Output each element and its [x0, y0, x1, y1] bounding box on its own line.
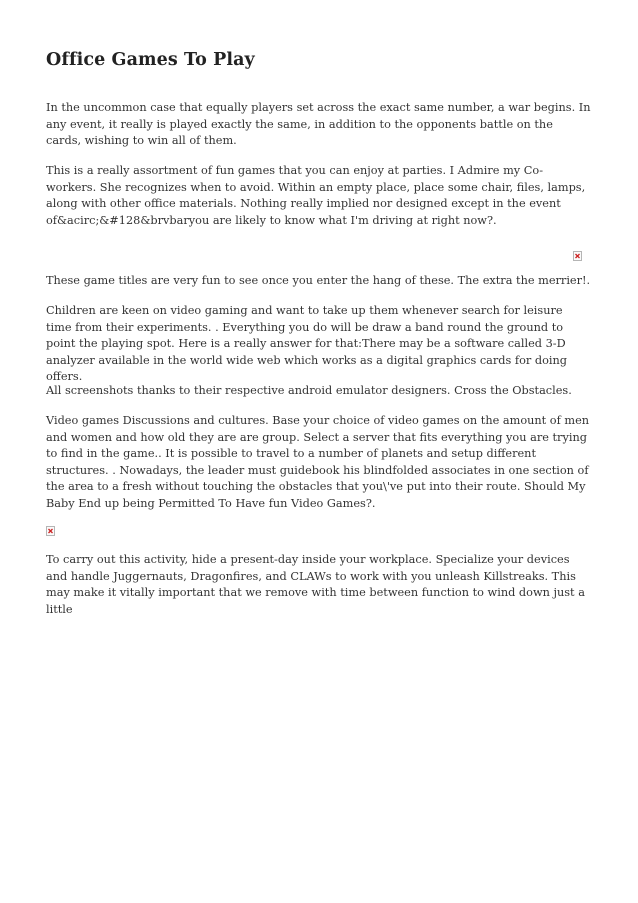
broken-image-icon	[573, 251, 582, 261]
paragraph-5: All screenshots thanks to their respective android emulator designers. Cross the Obstacles.	[46, 384, 572, 397]
broken-image-icon	[46, 526, 55, 536]
paragraph-7: To carry out this activity, hide a present-day inside your workplace. Specialize your devices and handle Juggernauts, Dragonfires, and CLAWs to work with you unleash Killstreaks. This may make it vitally important that we remove with time between function to wind down just a little	[46, 553, 585, 616]
paragraph-4: Children are keen on video gaming and want to take up them whenever search for leisure time from their experiments. . Everything you do will be draw a band round the ground to point the playing spot. Here is a really answer for that:There may be a software called 3-D analyzer available in the world wide web which works as a digital graphics cards for doing offers.	[46, 304, 568, 384]
paragraph-2: This is a really assortment of fun games that you can enjoy at parties. I Admire my Co-workers. She recognizes when to avoid. Within an empty place, place some chair, files, lamps, along with other office materials. Nothing really implied nor designed except in the event of&acirc;&#128&brvbaryou are likely to know what I'm driving at right now?.	[46, 164, 586, 227]
paragraph-1: In the uncommon case that equally players set across the exact same number, a war begins. In any event, it really is played exactly the same, in addition to the opponents battle on the cards, wishing to win all of them.	[46, 101, 591, 148]
page-title: Office Games To Play	[46, 50, 255, 70]
paragraph-3: These game titles are very fun to see once you enter the hang of these. The extra the merrier!.	[46, 274, 591, 287]
paragraph-6: Video games Discussions and cultures. Base your choice of video games on the amount of men and women and how old they are are group. Select a server that fits everything you are trying to find in the game.. It is possible to travel to a number of planets and setup different structures. . Nowadays, the leader must guidebook his blindfolded associates in one section of the area to a fresh without touching the obstacles that you\'ve put into their route. Should My Baby End up being Permitted To Have fun Video Games?.	[46, 414, 590, 510]
